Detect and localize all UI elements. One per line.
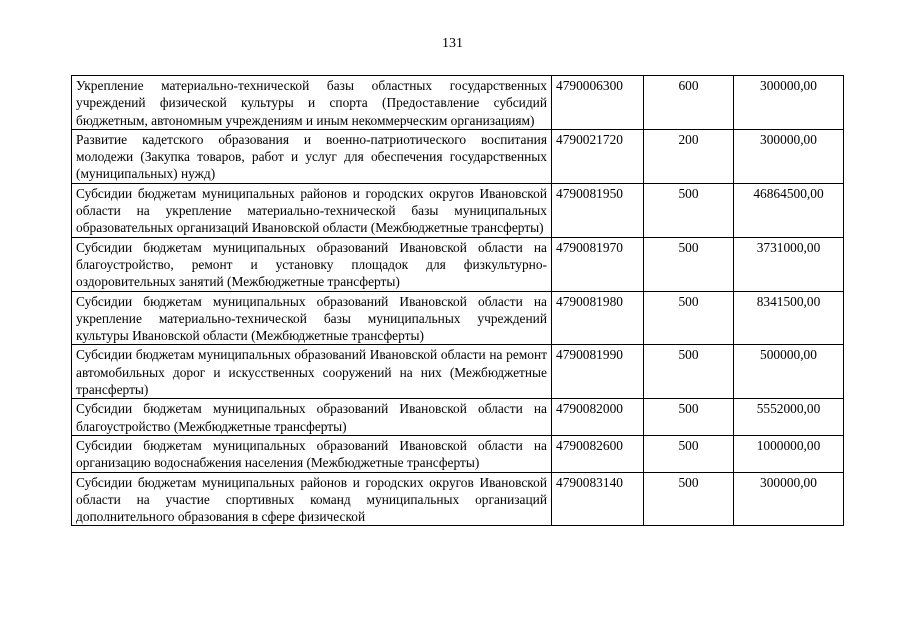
expense-name-cell: Субсидии бюджетам муниципальных образований Ивановской области на укрепление материально-технической базы муниципальных учреждений культуры Ивановской области (Межбюджетные трансферты) <box>72 291 552 345</box>
amount-cell: 500000,00 <box>734 345 844 399</box>
target-article-code-cell: 4790081970 <box>552 237 644 291</box>
amount-cell: 3731000,00 <box>734 237 844 291</box>
table-row <box>72 435 844 472</box>
expense-type-cell: 200 <box>644 129 734 183</box>
amount-cell: 1000000,00 <box>734 435 844 472</box>
expense-type-cell: 500 <box>644 399 734 436</box>
budget-table-body <box>72 76 844 526</box>
expense-type-cell: 500 <box>644 472 734 526</box>
expense-name-cell: Субсидии бюджетам муниципальных районов и городских округов Ивановской области на участие спортивных команд муниципальных организаций дополнительного образования в сфере физической <box>72 472 552 526</box>
target-article-code-cell: 4790082000 <box>552 399 644 436</box>
target-article-code-cell: 4790083140 <box>552 472 644 526</box>
page-number: 131 <box>442 36 463 51</box>
target-article-code-cell: 4790006300 <box>552 76 644 130</box>
expense-type-cell: 500 <box>644 435 734 472</box>
target-article-code-cell: 4790081990 <box>552 345 644 399</box>
budget-table <box>71 75 844 526</box>
amount-cell: 300000,00 <box>734 76 844 130</box>
amount-cell: 5552000,00 <box>734 399 844 436</box>
amount-cell: 300000,00 <box>734 472 844 526</box>
amount-cell: 8341500,00 <box>734 291 844 345</box>
table-row <box>72 237 844 291</box>
expense-type-cell: 500 <box>644 183 734 237</box>
table-row <box>72 183 844 237</box>
amount-cell: 46864500,00 <box>734 183 844 237</box>
expense-name-cell: Укрепление материально-технической базы областных государственных учреждений физической культуры и спорта (Предоставление субсидий бюджетным, автономным учреждениям и иным некоммерческим организациям) <box>72 76 552 130</box>
table-row <box>72 76 844 130</box>
target-article-code-cell: 4790081950 <box>552 183 644 237</box>
table-row <box>72 345 844 399</box>
target-article-code-cell: 4790082600 <box>552 435 644 472</box>
expense-name-cell: Развитие кадетского образования и военно-патриотического воспитания молодежи (Закупка товаров, работ и услуг для обеспечения государственных (муниципальных) нужд) <box>72 129 552 183</box>
expense-type-cell: 500 <box>644 345 734 399</box>
table-row <box>72 399 844 436</box>
expense-name-cell: Субсидии бюджетам муниципальных образований Ивановской области на ремонт автомобильных дорог и искусственных сооружений на них (Межбюджетные трансферты) <box>72 345 552 399</box>
expense-name-cell: Субсидии бюджетам муниципальных образований Ивановской области на благоустройство (Межбюджетные трансферты) <box>72 399 552 436</box>
amount-cell: 300000,00 <box>734 129 844 183</box>
expense-name-cell: Субсидии бюджетам муниципальных районов и городских округов Ивановской области на укрепление материально-технической базы муниципальных образовательных организаций Ивановской области (Межбюджетные трансферты) <box>72 183 552 237</box>
expense-type-cell: 500 <box>644 291 734 345</box>
table-row <box>72 291 844 345</box>
expense-name-cell: Субсидии бюджетам муниципальных образований Ивановской области на благоустройство, ремонт и установку площадок для физкультурно-оздоровительных занятий (Межбюджетные трансферты) <box>72 237 552 291</box>
table-row <box>72 129 844 183</box>
expense-name-cell: Субсидии бюджетам муниципальных образований Ивановской области на организацию водоснабжения населения (Межбюджетные трансферты) <box>72 435 552 472</box>
expense-type-cell: 600 <box>644 76 734 130</box>
target-article-code-cell: 4790021720 <box>552 129 644 183</box>
target-article-code-cell: 4790081980 <box>552 291 644 345</box>
expense-type-cell: 500 <box>644 237 734 291</box>
table-row <box>72 472 844 526</box>
